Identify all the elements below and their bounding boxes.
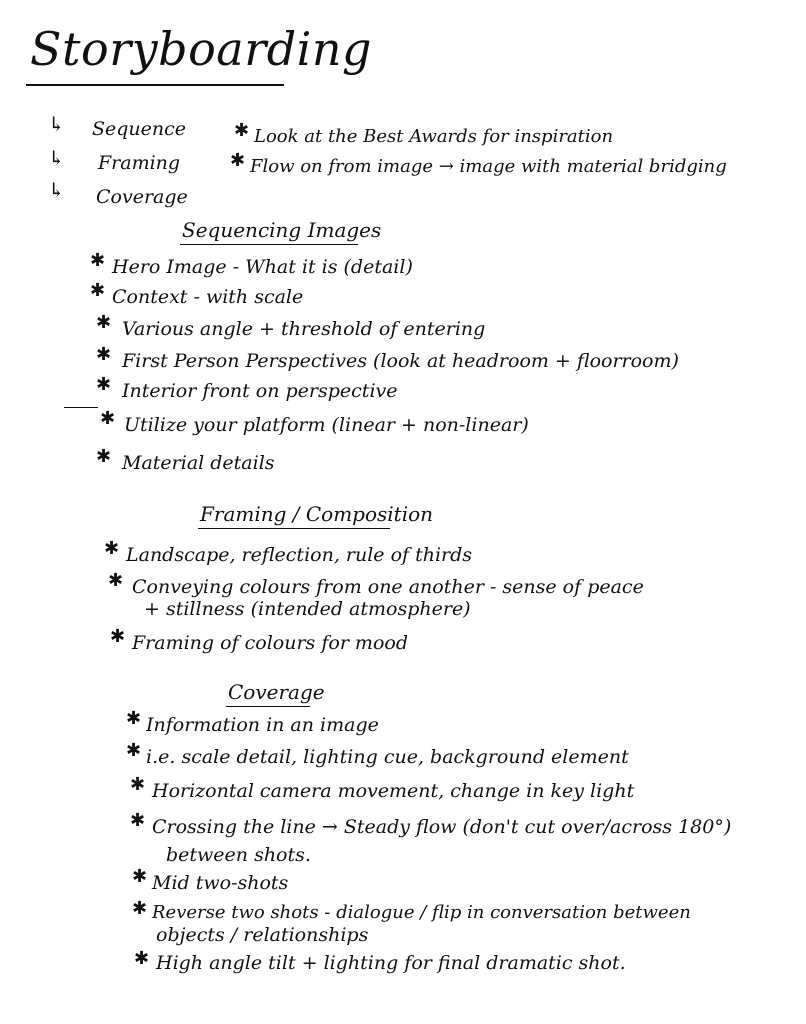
star-bullet-icon: ✱ [90,280,106,301]
star-bullet-icon: ✱ [132,898,148,919]
list-item: Framing of colours for mood [132,632,408,654]
star-bullet-icon: ✱ [96,312,112,333]
star-bullet-icon: ✱ [108,570,124,591]
list-item: Material details [122,452,275,474]
topic-coverage: Coverage [96,186,188,208]
list-item: Reverse two shots - dialogue / flip in conversation between [152,902,691,923]
side-note-flow: Flow on from image → image with material bridging [250,156,727,177]
star-bullet-icon: ✱ [132,866,148,887]
section-heading-sequencing: Sequencing Images [182,218,382,242]
list-item-continued: + stillness (intended atmosphere) [144,598,471,620]
list-item: Interior front on perspective [122,380,398,402]
list-item: Utilize your platform (linear + non-linear) [124,414,529,436]
star-bullet-icon: ✱ [126,708,142,729]
section-heading-coverage: Coverage [228,680,325,704]
list-item: i.e. scale detail, lighting cue, background element [146,746,629,768]
arrow-icon: ↳ [48,178,65,202]
list-item: Landscape, reflection, rule of thirds [126,544,473,566]
arrow-icon: ↳ [48,146,65,170]
list-item: Information in an image [146,714,379,736]
star-bullet-icon: ✱ [130,810,146,831]
star-bullet-icon: ✱ [96,374,112,395]
star-bullet-icon: ✱ [126,740,142,761]
list-item: Context - with scale [112,286,304,308]
margin-dash [64,407,98,408]
heading-underline [198,528,390,529]
heading-underline [180,244,358,245]
list-item: Conveying colours from one another - sense of peace [132,576,644,598]
arrow-icon: ↳ [48,112,65,136]
star-bullet-icon: ✱ [234,120,250,141]
list-item: Mid two-shots [152,872,289,894]
star-bullet-icon: ✱ [134,948,150,969]
list-item: Crossing the line → Steady flow (don't cut over/across 180°) [152,816,732,838]
list-item: Various angle + threshold of entering [122,318,486,340]
star-bullet-icon: ✱ [90,250,106,271]
list-item-continued: objects / relationships [156,924,369,946]
star-bullet-icon: ✱ [130,774,146,795]
star-bullet-icon: ✱ [104,538,120,559]
list-item: Hero Image - What it is (detail) [112,256,413,278]
page-title: Storyboarding [30,22,372,76]
side-note-inspiration: Look at the Best Awards for inspiration [254,126,614,147]
list-item: First Person Perspectives (look at headroom + floorroom) [122,350,679,372]
list-item: High angle tilt + lighting for final dramatic shot. [156,952,626,974]
star-bullet-icon: ✱ [230,150,246,171]
heading-underline [226,706,310,707]
star-bullet-icon: ✱ [110,626,126,647]
star-bullet-icon: ✱ [100,408,116,429]
list-item: Horizontal camera movement, change in key light [152,780,635,802]
title-underline [26,84,284,86]
star-bullet-icon: ✱ [96,344,112,365]
section-heading-framing: Framing / Composition [200,502,434,526]
list-item-continued: between shots. [166,844,311,866]
star-bullet-icon: ✱ [96,446,112,467]
topic-framing: Framing [98,152,181,174]
topic-sequence: Sequence [92,118,187,140]
